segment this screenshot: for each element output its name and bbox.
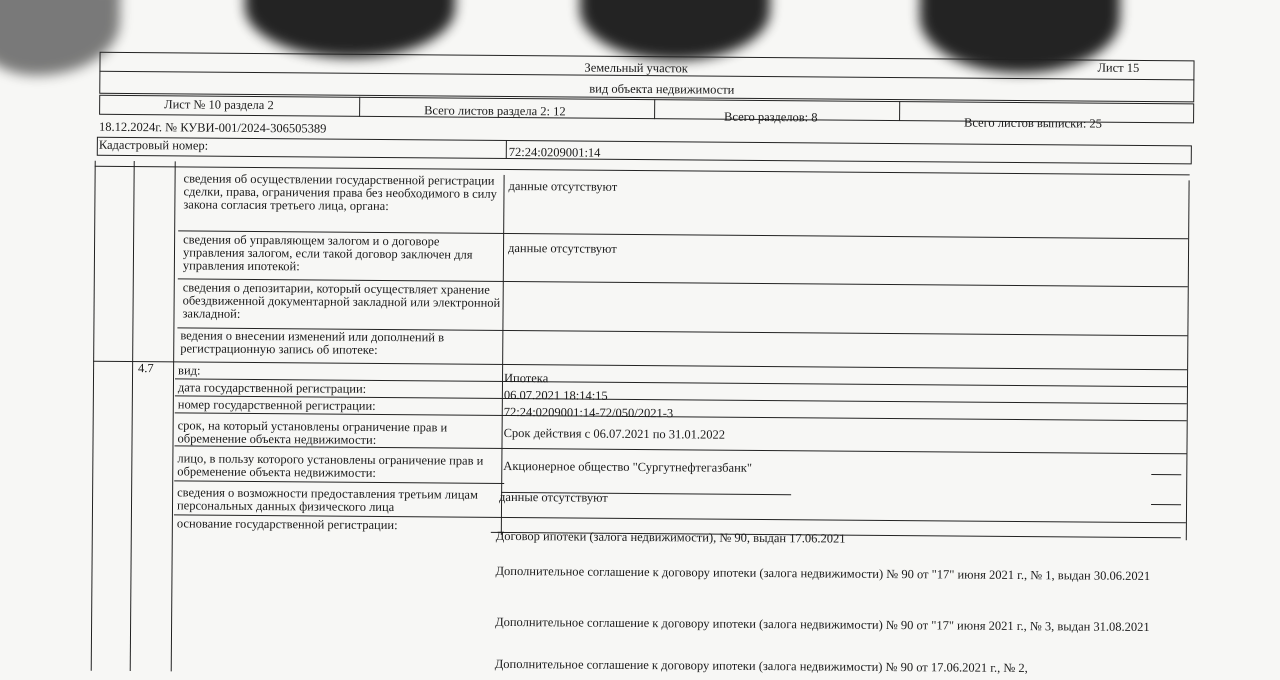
field-value-date: 06.07.2021 18:14:15 [503, 387, 608, 403]
object-title: Земельный участок [584, 60, 688, 76]
basis-document: Дополнительное соглашение к договору ипотеки (залога недвижимости) № 90 от "17" июня 2021 г., № 1, выдан 30.06.2021 [495, 563, 1151, 584]
row-value: данные отсутствуют [508, 178, 618, 194]
total-sheets-extract: Всего листов выписки: 25 [963, 115, 1103, 131]
basis-document: Дополнительное соглашение к договору ипотеки (залога недвижимости) № 90 от 17.06.2021 г., № 2, [494, 656, 1028, 676]
field-label-term: срок, на который установлены ограничение прав и обременение объекта недвижимости: [177, 418, 448, 447]
field-label-basis: основание государственной регистрации: [176, 516, 398, 533]
field-value-beneficiary: Акционерное общество "Сургутнефтегазбанк" [503, 458, 753, 475]
entry-number: 4.7 [138, 361, 154, 376]
cadastral-row [97, 137, 1192, 165]
scan-shadow [580, 0, 771, 61]
field-value-regnum: 72:24:0209001:14-72/050/2021-3 [503, 404, 674, 421]
extract-date-number: 18.12.2024г. № КУВИ-001/2024-306505389 [98, 119, 327, 136]
total-sections: Всего разделов: 8 [724, 109, 818, 125]
field-label-beneficiary: лицо, в пользу которого установлены ограничение прав и обременение объекта недвижимости: [177, 451, 484, 480]
sheet-number: Лист 15 [1097, 60, 1140, 75]
row-label: ведения о внесении изменений или дополнений в регистрационную запись об ипотеке: [180, 328, 445, 357]
row-label: сведения об осуществлении государственной регистрации сделки, права, ограничения права без необходимого в силу закона согласия третьего лица, органа: [183, 171, 497, 214]
field-label-date: дата государственной регистрации: [177, 380, 367, 396]
field-label-kind: вид: [178, 363, 201, 378]
field-label-regnum: номер государственной регистрации: [177, 397, 376, 413]
field-value-kind: Ипотека [503, 370, 549, 386]
scan-shadow [245, 0, 456, 59]
basis-document: Договор ипотеки (залога недвижимости), № 90, выдан 17.06.2021 [495, 528, 846, 546]
field-label-personal-data: сведения о возможности предоставления третьим лицам персональных данных физического лица [176, 485, 478, 515]
total-sheets-section: Всего листов раздела 2: 12 [424, 103, 566, 119]
basis-document: Дополнительное соглашение к договору ипотеки (залога недвижимости) № 90 от "17" июня 2021 г., № 3, выдан 31.08.2021 [495, 614, 1150, 635]
row-value: данные отсутствуют [507, 240, 617, 256]
field-value-personal-data: данные отсутствуют [499, 489, 608, 505]
cadastral-label: Кадастровый номер: [98, 137, 209, 153]
row-label: сведения об управляющем залогом и о договоре управления залогом, если такой договор заключен для управления ипотекой: [182, 232, 473, 274]
row-label: сведения о депозитарии, который осуществляет хранение обездвиженной документарной закладной или электронной закладной: [182, 280, 501, 321]
cadastral-number: 72:24:0209001:14 [508, 144, 601, 160]
section-sheet: Лист № 10 раздела 2 [164, 97, 274, 113]
field-value-term: Срок действия с 06.07.2021 по 31.01.2022 [503, 425, 726, 442]
object-kind: вид объекта недвижимости [589, 81, 735, 97]
